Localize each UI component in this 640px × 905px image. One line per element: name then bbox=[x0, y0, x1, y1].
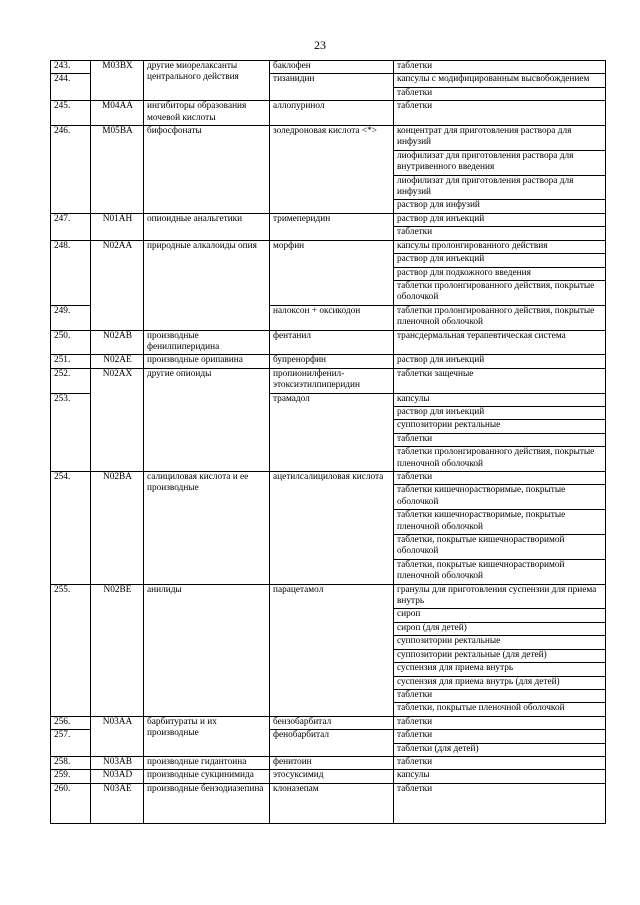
num-cell: 253. bbox=[51, 393, 91, 471]
form-cell: суспензия для приема внутрь (для детей) bbox=[394, 676, 606, 689]
num-cell: 251. bbox=[51, 355, 91, 368]
group-cell: производные гидантоина bbox=[144, 756, 270, 769]
form-cell: таблетки bbox=[394, 783, 606, 823]
form-cell: лиофилизат для приготовления раствора для инфузий bbox=[394, 175, 606, 200]
form-cell: таблетки bbox=[394, 61, 606, 74]
group-cell: другие опиоиды bbox=[144, 368, 270, 471]
page-number: 23 bbox=[314, 38, 326, 52]
num-cell: 249. bbox=[51, 305, 91, 330]
form-cell: таблетки кишечнорастворимые, покрытые пленочной оболочкой bbox=[394, 510, 606, 535]
form-cell: таблетки bbox=[394, 87, 606, 100]
code-cell: N02BA bbox=[91, 472, 144, 585]
drug-cell: тизанидин bbox=[270, 74, 394, 101]
num-cell: 255. bbox=[51, 584, 91, 716]
code-cell: N03AD bbox=[91, 770, 144, 783]
num-cell: 260. bbox=[51, 783, 91, 823]
drug-cell: этосуксимид bbox=[270, 770, 394, 783]
group-cell: барбитураты и их производные bbox=[144, 716, 270, 756]
drug-cell: баклофен bbox=[270, 61, 394, 74]
form-cell: капсулы с модифицированным высвобождением bbox=[394, 74, 606, 87]
drug-cell: аллопуринол bbox=[270, 101, 394, 126]
num-cell: 250. bbox=[51, 330, 91, 355]
code-cell: N02AB bbox=[91, 330, 144, 355]
code-cell: N02AX bbox=[91, 368, 144, 471]
num-cell: 248. bbox=[51, 240, 91, 305]
drug-cell: клоназепам bbox=[270, 783, 394, 823]
drug-cell: бензобарбитал bbox=[270, 716, 394, 729]
num-cell: 258. bbox=[51, 756, 91, 769]
form-cell: таблетки bbox=[394, 716, 606, 729]
form-cell: гранулы для приготовления суспензии для приема внутрь bbox=[394, 584, 606, 609]
group-cell: бифосфонаты bbox=[144, 126, 270, 214]
form-cell: суппозитории ректальные (для детей) bbox=[394, 649, 606, 662]
code-cell: N02BE bbox=[91, 584, 144, 716]
form-cell: таблетки пролонгированного действия, покрытые пленочной оболочкой bbox=[394, 447, 606, 472]
num-cell: 259. bbox=[51, 770, 91, 783]
num-cell: 256. bbox=[51, 716, 91, 729]
num-cell: 245. bbox=[51, 101, 91, 126]
group-cell: ингибиторы образования мочевой кислоты bbox=[144, 101, 270, 126]
num-cell: 244. bbox=[51, 74, 91, 101]
drug-cell: налоксон + оксикодон bbox=[270, 305, 394, 330]
form-cell: суппозитории ректальные bbox=[394, 636, 606, 649]
form-cell: раствор для инъекций bbox=[394, 355, 606, 368]
form-cell: таблетки кишечнорастворимые, покрытые оболочкой bbox=[394, 485, 606, 510]
group-cell: производные орипавина bbox=[144, 355, 270, 368]
table-row bbox=[51, 101, 606, 126]
num-cell: 243. bbox=[51, 61, 91, 74]
table-body bbox=[51, 61, 606, 824]
form-cell: таблетки (для детей) bbox=[394, 743, 606, 756]
drug-list-table bbox=[50, 60, 606, 824]
table-row bbox=[51, 368, 606, 393]
table-row bbox=[51, 126, 606, 151]
num-cell: 254. bbox=[51, 472, 91, 585]
form-cell: таблетки bbox=[394, 689, 606, 702]
form-cell: лиофилизат для приготовления раствора для внутривенного введения bbox=[394, 150, 606, 175]
group-cell: анилиды bbox=[144, 584, 270, 716]
form-cell: таблетки защечные bbox=[394, 368, 606, 393]
drug-cell: фентанил bbox=[270, 330, 394, 355]
form-cell: таблетки bbox=[394, 730, 606, 743]
form-cell: капсулы bbox=[394, 770, 606, 783]
form-cell: таблетки bbox=[394, 227, 606, 240]
form-cell: концентрат для приготовления раствора для инфузий bbox=[394, 126, 606, 151]
table-row bbox=[51, 61, 606, 74]
code-cell: N03AE bbox=[91, 783, 144, 823]
group-cell: природные алкалоиды опия bbox=[144, 240, 270, 330]
form-cell: суспензия для приема внутрь bbox=[394, 663, 606, 676]
code-cell: N02AA bbox=[91, 240, 144, 330]
group-cell: производные бензодиазепина bbox=[144, 783, 270, 823]
code-cell: M03BX bbox=[91, 61, 144, 101]
code-cell: N02AE bbox=[91, 355, 144, 368]
table-row bbox=[51, 756, 606, 769]
num-cell: 246. bbox=[51, 126, 91, 214]
drug-cell: ацетилсалициловая кислота bbox=[270, 472, 394, 585]
code-cell: M04AA bbox=[91, 101, 144, 126]
drug-cell: фенобарбитал bbox=[270, 730, 394, 757]
table-row bbox=[51, 584, 606, 609]
form-cell: сироп (для детей) bbox=[394, 622, 606, 635]
form-cell: капсулы bbox=[394, 393, 606, 406]
table-row bbox=[51, 783, 606, 823]
code-cell: N03AA bbox=[91, 716, 144, 756]
table-row bbox=[51, 330, 606, 355]
form-cell: таблетки bbox=[394, 433, 606, 446]
num-cell: 257. bbox=[51, 730, 91, 757]
drug-cell: золедроновая кислота <*> bbox=[270, 126, 394, 214]
drug-cell: пропионилфенил-этоксиэтилпиперидин bbox=[270, 368, 394, 393]
form-cell: раствор для инъекций bbox=[394, 406, 606, 419]
table-row bbox=[51, 472, 606, 485]
form-cell: суппозитории ректальные bbox=[394, 420, 606, 433]
form-cell: таблетки пролонгированного действия, покрытые пленочной оболочкой bbox=[394, 305, 606, 330]
form-cell: таблетки, покрытые кишечнорастворимой оболочкой bbox=[394, 535, 606, 560]
num-cell: 252. bbox=[51, 368, 91, 393]
group-cell: другие миорелаксанты центрального действия bbox=[144, 61, 270, 101]
group-cell: опиоидные анальгетики bbox=[144, 213, 270, 240]
table-row bbox=[51, 770, 606, 783]
form-cell: сироп bbox=[394, 609, 606, 622]
form-cell: раствор для инфузий bbox=[394, 200, 606, 213]
drug-cell: тримеперидин bbox=[270, 213, 394, 240]
table-row bbox=[51, 213, 606, 226]
code-cell: N03AB bbox=[91, 756, 144, 769]
form-cell: таблетки пролонгированного действия, покрытые оболочкой bbox=[394, 280, 606, 305]
table-row bbox=[51, 716, 606, 729]
form-cell: раствор для инъекций bbox=[394, 254, 606, 267]
group-cell: производные сукцинимида bbox=[144, 770, 270, 783]
table-row bbox=[51, 355, 606, 368]
form-cell: таблетки bbox=[394, 756, 606, 769]
num-cell: 247. bbox=[51, 213, 91, 240]
form-cell: капсулы пролонгированного действия bbox=[394, 240, 606, 253]
code-cell: M05BA bbox=[91, 126, 144, 214]
form-cell: трансдермальная терапевтическая система bbox=[394, 330, 606, 355]
table-row bbox=[51, 240, 606, 253]
form-cell: таблетки, покрытые пленочной оболочкой bbox=[394, 703, 606, 716]
form-cell: таблетки bbox=[394, 472, 606, 485]
group-cell: салициловая кислота и ее производные bbox=[144, 472, 270, 585]
form-cell: раствор для подкожного введения bbox=[394, 267, 606, 280]
drug-cell: морфин bbox=[270, 240, 394, 305]
drug-cell: трамадол bbox=[270, 393, 394, 471]
form-cell: таблетки, покрытые кишечнорастворимой пленочной оболочкой bbox=[394, 559, 606, 584]
form-cell: таблетки bbox=[394, 101, 606, 126]
group-cell: производные фенилпиперидина bbox=[144, 330, 270, 355]
drug-cell: фенитоин bbox=[270, 756, 394, 769]
form-cell: раствор для инъекций bbox=[394, 213, 606, 226]
drug-cell: бупренорфин bbox=[270, 355, 394, 368]
code-cell: N01AH bbox=[91, 213, 144, 240]
drug-cell: парацетамол bbox=[270, 584, 394, 716]
